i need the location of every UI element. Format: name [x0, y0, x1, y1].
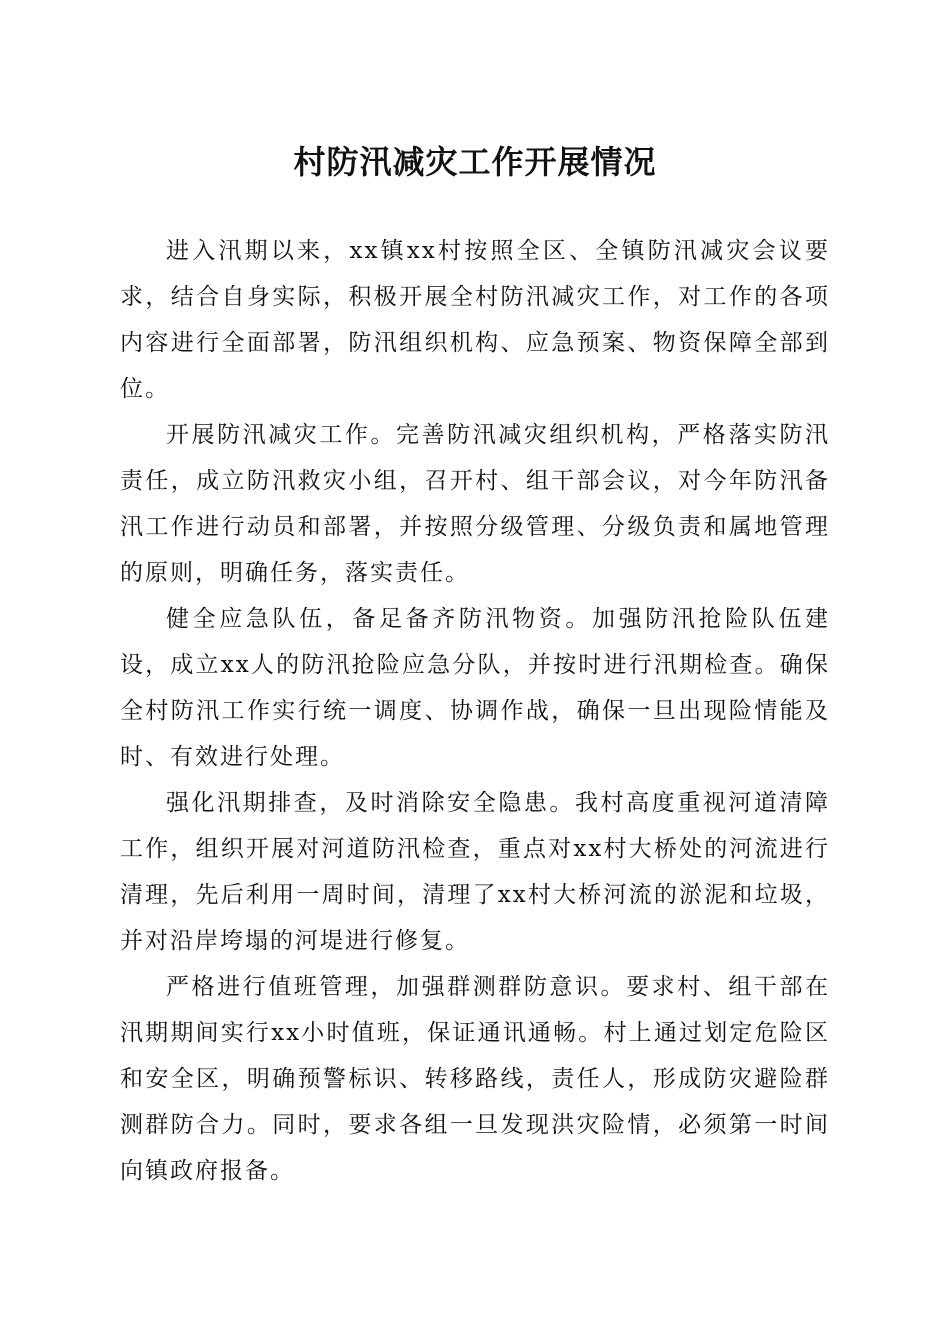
paragraph-emergency-team: 健全应急队伍，备足备齐防汛物资。加强防汛抢险队伍建设，成立xx人的防汛抢险应急分队，并按时进行汛期检查。确保全村防汛工作实行统一调度、协调作战，确保一旦出现险情能及时、有效进行处理。 [120, 606, 830, 770]
paragraph-inspection: 强化汛期排查，及时消除安全隐患。我村高度重视河道清障工作，组织开展对河道防汛检查，重点对xx村大桥处的河流进行清理，先后利用一周时间，清理了xx村大桥河流的淤泥和垃圾，并对沿岸垮塌的河堤进行修复。 [120, 790, 830, 954]
paragraph-duty: 严格进行值班管理，加强群测群防意识。要求村、组干部在汛期期间实行xx小时值班，保证通讯通畅。村上通过划定危险区和安全区，明确预警标识、转移路线，责任人，形成防灾避险群测群防合力。同时，要求各组一旦发现洪灾险情，必须第一时间向镇政府报备。 [120, 974, 830, 1184]
paragraph-intro: 进入汛期以来，xx镇xx村按照全区、全镇防汛减灾会议要求，结合自身实际，积极开展全村防汛减灾工作，对工作的各项内容进行全面部署，防汛组织机构、应急预案、物资保障全部到位。 [120, 238, 830, 402]
paragraph-organization: 开展防汛减灾工作。完善防汛减灾组织机构，严格落实防汛责任，成立防汛救灾小组，召开村、组干部会议，对今年防汛备汛工作进行动员和部署，并按照分级管理、分级负责和属地管理的原则，明确任务，落实责任。 [120, 422, 830, 586]
document-title: 村防汛减灾工作开展情况 [293, 143, 657, 181]
document-body [120, 228, 830, 1194]
